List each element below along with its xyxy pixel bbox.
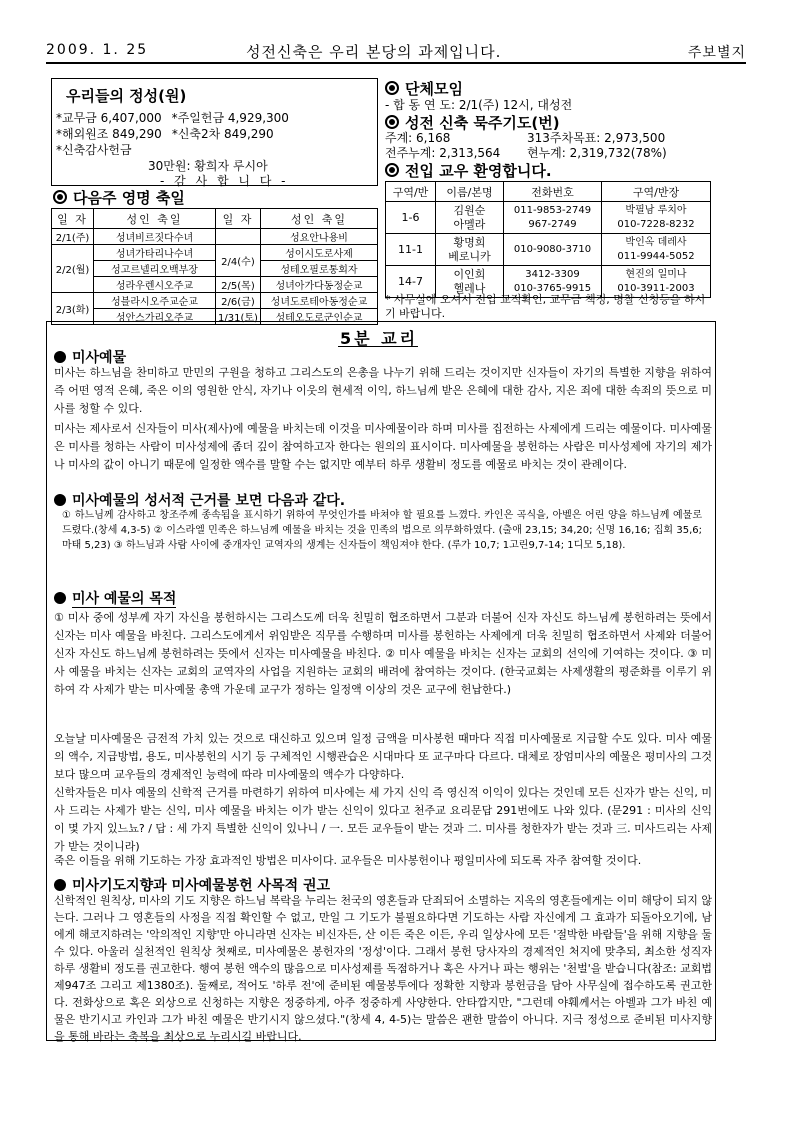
feast-date-cell: 1/31(토) [216,309,261,325]
circle-bullet-icon [385,81,399,95]
offering-item: *주일헌금 4,929,300 [171,111,289,125]
prayer-title-text: 성전 신축 묵주기도(번) [405,114,560,132]
section-heading-text: 미사 예물의 목적 [72,591,177,607]
welcome-header-cell: 전화번호 [504,182,602,202]
offering-thanks: - 감 사 합 니 다 - [160,174,289,188]
feast-title-text: 다음주 영명 축일 [73,189,185,207]
welcome-leader-cell: 박인옥 데레사 011-9944-5052 [602,234,711,266]
filled-circle-icon [54,494,66,506]
feast-date-cell: 2/2(월) [52,245,94,293]
circle-bullet-icon [53,190,67,204]
page-header [46,40,746,62]
paragraph: 미사는 제사로서 신자들이 미사(제사)에 예물을 바치는데 이것을 미사예물이라 하며 미사를 집전하는 사제에게 드리는 예물이다. 미사예물은 미사를 청하는 사람이 미사성제에 좀더 깊이 참여하고자 한다는 원의의 표시이다. 미사예물을 봉헌하는 사람은 미사성제에 자기의 제가나 미사의 값이 아니기 때문에 일정한 액수를 말할 수는 없지만 예부터 하루 생활비 정도를 예물로 바치는 것이 관례이다. [54,422,712,471]
paragraph: 죽은 이들을 위해 기도하는 가장 효과적인 방법은 미사이다. 교우들은 미사봉헌이나 평일미사에 되도록 자주 참여할 것이다. [54,854,642,867]
feast-saint-cell: 성블라시오주교순교 [94,293,216,309]
doctrine-title-underline [338,346,418,347]
welcome-section-title [385,160,552,181]
feast-saint-cell: 성이시도로사제 [260,245,377,261]
feast-date-cell: 2/6(금) [216,293,261,309]
feast-header-cell: 일 자 [52,209,94,229]
table-row [52,261,378,277]
paper-type: 주보별지 [687,45,746,61]
filled-circle-icon [54,592,66,604]
prayer-weekly: 주계: 6,168 [385,131,451,145]
welcome-district-cell: 11-1 [386,234,436,266]
prayer-goal: 313주차목표: 2,973,500 [527,131,666,145]
paragraph: ① 하느님께 감사하고 창조주께 종속됨을 표시하기 위하여 무엇인가를 바쳐야 할 필요를 느꼈다. 카인은 곡식을, 아벨은 어린 양을 하느님께 예물로 드렸다.(창세 4,3-5) ② 이스라엘 민족은 하느님께 예물을 바치는 것을 민족의 법으로 의무화하였다. (출애 23,15; 34,20; 신명 16,16; 집회 35,6; 마태 5,23) ③ 하느님과 사람 사이에 중개자인 교역자의 생계는 신자들이 책임져야 한다. (루가 10,7; 1고린9,7-14; 1디모 5,18). [62,510,702,551]
circle-bullet-icon [385,115,399,129]
welcome-name-cell: 황명희 베로니카 [436,234,504,266]
section-heading-text: 미사기도지향과 미사예물봉헌 사목적 권고 [72,878,331,894]
paragraph: ① 미사 중에 성부께 자기 자신을 봉헌하시는 그리스도께 더욱 친밀히 협조하면서 그분과 더불어 신자 자신도 하느님께 봉헌하려는 뜻에서 신자는 미사 예물을 바친다. 그리스도에게서 위임받은 직무를 수행하며 미사를 봉헌하는 사제에게 더욱 친밀히 협조하면서 사제와 더불어 신자 자신도 하느님께 봉헌하려는 뜻에서 신자는 미사예물을 바친다. ② 미사 예물을 바치는 신자는 교회의 선익에 기여하는 것이다. ③ 미사 예물을 바치는 신자는 교회의 교역자의 사업을 지원하는 교회의 배려에 참여하는 것이다. (한국교회는 사제생활의 평준화를 이루기 위하여 각 사제가 받는 미사예물 총액 가운데 교구가 정하는 일정액 이상의 것은 교구에 헌납한다.) [54,611,712,696]
paragraph: 미사는 하느님을 찬미하고 만민의 구원을 청하고 그리스도의 은총을 나누기 위해 드리는 것이지만 신자들이 자기의 특별한 지향을 위하여 즉 어떤 영적 은혜, 죽은 이의 영원한 안식, 자기나 이웃의 현세적 이익, 하느님께 받은 은혜에 대한 감사, 지은 죄에 대한 속죄의 뜻으로 미사를 청할 수 있다. [54,366,712,415]
welcome-phone-cell: 010-9080-3710 [504,234,602,266]
prayer-current-total: 현누계: 2,319,732(78%) [527,146,667,160]
header-slogan: 성전신축은 우리 본당의 과제입니다. [246,43,502,61]
prayer-prev-total: 전주누계: 2,313,564 [385,146,501,160]
welcome-header-row [386,182,711,202]
table-row [52,229,378,245]
offering-item: *해외원조 849,290 [56,127,162,141]
feast-saint-cell: 성테오필로통회자 [260,261,377,277]
feast-section-title [53,187,185,208]
welcome-name-cell: 김원순 아멜라 [436,202,504,234]
section-heading [54,588,176,608]
feast-saint-cell: 성테오도로군인순교 [260,309,377,325]
feast-header-row [52,209,378,229]
offering-row [56,109,289,126]
feast-header-cell: 성인 축일 [94,209,216,229]
table-row [52,293,378,309]
welcome-header-cell: 이름/본명 [436,182,504,202]
section-heading-text: 미사예물 [72,350,127,366]
feast-header-cell: 일 자 [216,209,261,229]
filled-circle-icon [54,879,66,891]
table-row [386,234,711,266]
welcome-district-cell: 14-7 [386,266,436,298]
welcome-header-cell: 구역/반 [386,182,436,202]
welcome-note: * 사무실에 오셔서 전입 교적확인, 교무금 책정, 명찰 신청등을 하시기 바랍니다. [385,293,706,320]
table-row [52,245,378,261]
feast-header-cell: 성인 축일 [260,209,377,229]
group-line: - 합 동 연 도: 2/1(주) 12시, 대성전 [385,98,573,112]
paragraph: 신학자들은 미사 예물의 신학적 근거를 마련하기 위하여 미사에는 세 가지 신익 즉 영신적 이익이 있다는 것인데 모든 신자가 받는 신익, 미사 드리는 사제가 받는 신익, 미사 예물을 바치는 이가 받는 신익이 있다고 천주교 요리문답 291번에도 나와 있다. (문291 : 미사의 신익이 몇 가지 있느뇨? / 답 : 세 가지 특별한 신익이 있나니 / 一. 모든 교우들이 받는 것과 二. 미사를 청한자가 받는 것과 三. 미사드리는 사제가 받는 것이니라) [54,786,712,853]
section-heading-text: 미사예물의 성서적 근거를 보면 다음과 같다. [72,493,346,509]
issue-date: 2009. 1. 25 [46,42,149,58]
table-row [386,202,711,234]
offering-box [51,78,378,186]
feast-saint-cell: 성라우렌시오주교 [94,277,216,293]
welcome-phone-cell: 011-9853-2749 967-2749 [504,202,602,234]
welcome-leader-cell: 박필남 루치아 010-7228-8232 [602,202,711,234]
feast-saint-cell: 성고르넬리오백부장 [94,261,216,277]
welcome-leader-cell: 현진의 일미나 010-3911-2003 [602,266,711,298]
feast-date-cell: 2/1(주) [52,229,94,245]
table-row [52,277,378,293]
offering-title: 우리들의 정성(원) [66,87,187,105]
circle-bullet-icon [385,163,399,177]
paragraph: 오늘날 미사예물은 금전적 가치 있는 것으로 대신하고 있으며 일정 금액을 미사봉헌 때마다 직접 미사예물로 지급할 수도 있다. 미사 예물의 액수, 지급방법, 용도, 미사봉헌의 시기 등 구체적인 시행관습은 시대마다 또 교구마다 다르다. 대체로 장엄미사의 예물은 평미사의 그것보다 많으며 교우들의 경제적인 능력에 따라 미사예물의 액수가 다양하다. [54,732,712,781]
filled-circle-icon [54,351,66,363]
offering-item: *교무금 6,407,000 [56,111,162,125]
feast-date-cell [216,229,261,245]
doctrine-title: 5분 교리 [340,329,419,348]
welcome-title-text: 전입 교우 환영합니다. [405,162,552,180]
paragraph: 신학적인 원칙상, 미사의 기도 지향은 하느님 복락을 누리는 천국의 영혼들과 단죄되어 소멸하는 지옥의 영혼들에게는 이미 해당이 되지 않는다. 그러나 그 영혼들의 사정을 직접 확인할 수 없고, 만일 그 기도가 불필요하다면 기도하는 사람 자신에게 그 효과가 되돌아오기에, 남에게 해코지하려는 '악의적인 지향'만 아니라면 신자는 비신자든, 산 이든 죽은 이든, 우리 일상사에 모든 '절박한 바람들'을 위해 지향을 둘 수 있다. 아울러 실천적인 원칙상 첫째로, 미사예물은 봉헌자의 '정성'이다. 그래서 봉헌 당사자의 경제적인 처지에 맞추되, 최소한 성직자 하루 생활비 정도를 권고한다. 행여 봉헌 액수의 많음으로 미사성제를 독점하거나 혹은 사거나 파는 행위는 '천벌'을 받습니다(참조: 교회법 제947조 그리고 제1380조). 둘째로, 적어도 '하루 전'에 준비된 예물봉투에다 정확한 지향과 봉헌금을 담아 사무실에 접수하도록 권고한다. 전화상으로 혹은 외상으로 신청하는 지향은 정중하게, 아주 정중하게 사양한다. 안타깝지만, "그런데 야훼께서는 아벨과 그가 바친 예물은 반기시고 카인과 그가 바친 예물은 반기시지 않으셨다."(창세 4, 4-5)는 말씀은 괜한 말씀이 아니다. 지극 정성으로 준비된 미사지향을 통해 바라는 축복을 최상으로 누리시길 바랍니다. [54,894,712,1043]
feast-date-cell: 2/3(화) [52,293,94,325]
welcome-district-cell: 1-6 [386,202,436,234]
offering-item: *신축감사헌금 [56,143,132,157]
welcome-name-cell: 이인희 헬레나 [436,266,504,298]
feast-saint-cell: 성요안나용비 [260,229,377,245]
feast-date-cell: 2/4(수) [216,245,261,277]
feast-saint-cell: 성안스가리오주교 [94,309,216,325]
offering-row [56,141,132,158]
header-rule [46,62,746,64]
feast-saint-cell: 성녀비르짓다수녀 [94,229,216,245]
offering-item: *신축2차 849,290 [171,127,274,141]
section-heading [54,490,345,510]
feast-date-cell: 2/5(목) [216,277,261,293]
welcome-table [385,181,711,298]
feast-saint-cell: 성녀도로테아동정순교 [260,293,377,309]
feast-table [51,208,378,325]
feast-saint-cell: 성녀아가다동정순교 [260,277,377,293]
offering-note: 30만원: 황희자 루시아 [148,159,268,173]
welcome-phone-cell: 3412-3309 010-3765-9915 [504,266,602,298]
group-title-text: 단체모임 [405,80,463,98]
welcome-header-cell: 구역/반장 [602,182,711,202]
feast-saint-cell: 성녀가타리나수녀 [94,245,216,261]
offering-row [56,125,274,142]
